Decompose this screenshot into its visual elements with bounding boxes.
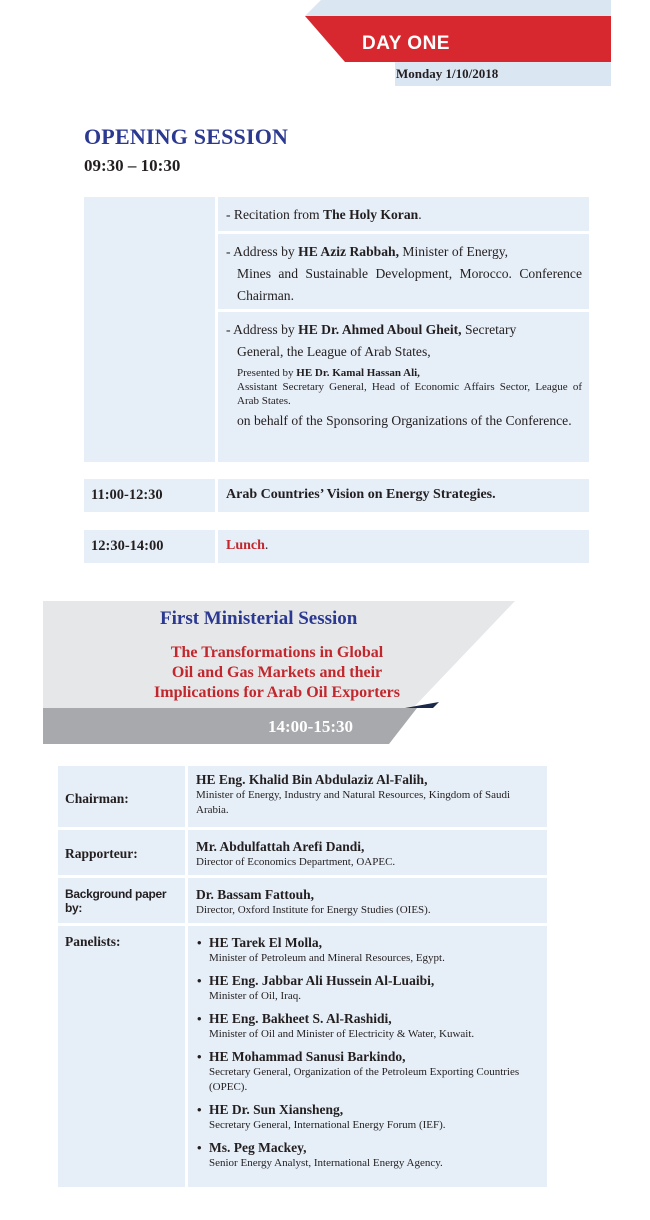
agenda-item-address-gheit: - Address by HE Dr. Ahmed Aboul Gheit, Secretary General, the League of Arab States, Presented by HE Dr. Kamal Hassan Ali, Assistant Secretary General, Head of Economic Affairs Sector, League of Arab States. on behalf of the Sponsoring Organizations of the Conference. [218, 312, 589, 462]
background-paper-label: Background paper by: [58, 878, 185, 923]
chairman-role: Minister of Energy, Industry and Natural Resources, Kingdom of Saudi Arabia. [196, 789, 511, 816]
opening-agenda-left-cell [84, 197, 215, 462]
rapporteur-role: Director of Economics Department, OAPEC. [196, 856, 396, 868]
panelists-cell [188, 926, 547, 1187]
background-paper-author: Dr. Bassam Fattouh, [196, 887, 315, 902]
agenda-item-koran: - Recitation from The Holy Koran. [218, 197, 589, 231]
panelist-item: • HE Eng. Bakheet S. Al-Rashidi, Minister of Oil and Minister of Electricity & Water, Kuwait. [197, 1011, 475, 1040]
panelist-item: • HE Eng. Jabbar Ali Hussein Al-Luaibi, Minister of Oil, Iraq. [197, 973, 435, 1002]
panelist-item: • HE Tarek El Molla, Minister of Petroleum and Mineral Resources, Egypt. [197, 935, 445, 964]
background-paper-cell [188, 878, 547, 923]
agenda-item-address-rabbah-detail: Mines and Sustainable Development, Morocco. Conference Chairman. [237, 266, 582, 303]
chairman-name: HE Eng. Khalid Bin Abdulaziz Al-Falih, [196, 772, 428, 787]
rapporteur-cell [188, 830, 547, 875]
row-time-strategies: 11:00-12:30 [84, 479, 215, 512]
row-time-lunch: 12:30-14:00 [84, 530, 215, 563]
presented-by: Presented by HE Dr. Kamal Hassan Ali, [237, 367, 420, 379]
row-text-strategies: Arab Countries’ Vision on Energy Strategies. [218, 479, 589, 512]
rapporteur-name: Mr. Abdulfattah Arefi Dandi, [196, 839, 365, 854]
opening-session-time: 09:30 – 10:30 [84, 156, 181, 175]
agenda-item-gheit-tail: on behalf of the Sponsoring Organizations of the Conference. [237, 413, 572, 428]
day-date: Monday 1/10/2018 [396, 66, 499, 81]
agenda-item-address-rabbah: - Address by HE Aziz Rabbah, Minister of Energy, Mines and Sustainable Development, Morocco. Conference Chairman. [218, 234, 589, 309]
day-title: DAY ONE [362, 33, 450, 54]
panelist-item: • HE Dr. Sun Xiansheng, Secretary General, International Energy Forum (IEF). [197, 1102, 446, 1131]
background-paper-role: Director, Oxford Institute for Energy Studies (OIES). [196, 904, 431, 916]
panelist-item: • Ms. Peg Mackey, Senior Energy Analyst, International Energy Agency. [197, 1140, 443, 1169]
panelists-label: Panelists: [58, 926, 185, 1187]
panelist-item: • HE Mohammad Sanusi Barkindo, Secretary General, Organization of the Petroleum Exporting Countries (OPEC). [197, 1049, 520, 1093]
row-text-lunch: Lunch. [218, 530, 589, 563]
opening-session-title: OPENING SESSION [84, 124, 289, 149]
ministerial-session-title: First Ministerial Session [160, 608, 358, 629]
chairman-cell [188, 766, 547, 827]
ministerial-session-subtitle: The Transformations in Global Oil and Gas Markets and their Implications for Arab Oil Exporters [154, 644, 400, 701]
agenda-item-address-gheit-detail: General, the League of Arab States, [237, 344, 431, 359]
presented-by-role: Assistant Secretary General, Head of Economic Affairs Sector, League of Arab States. [237, 381, 582, 407]
rapporteur-label: Rapporteur: [58, 830, 185, 875]
chairman-label: Chairman: [58, 766, 185, 827]
ministerial-session-time: 14:00-15:30 [268, 717, 353, 736]
